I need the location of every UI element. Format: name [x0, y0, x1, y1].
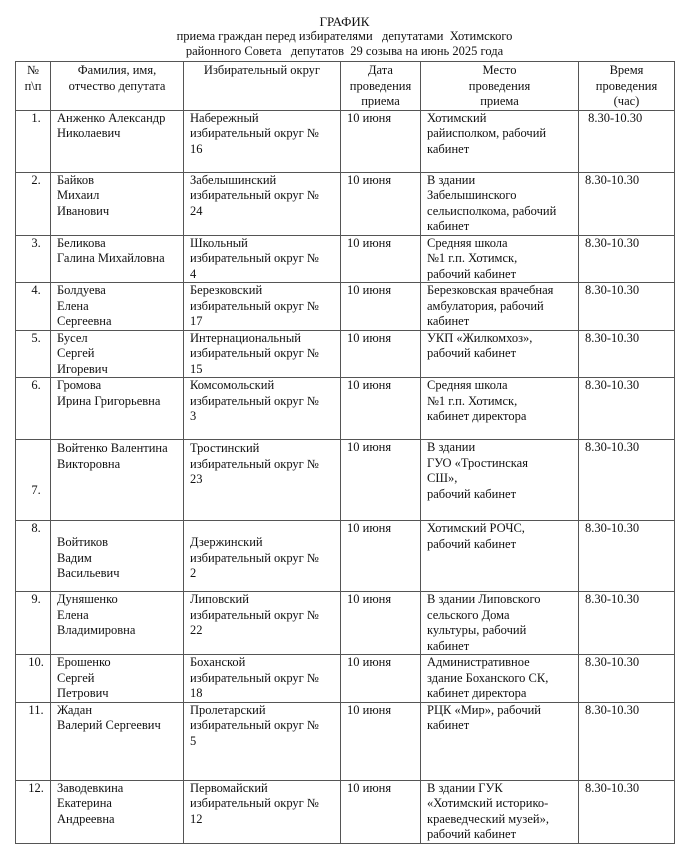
reception-date: 10 июня — [341, 330, 421, 378]
deputy-name: Анженко Александр Николаевич — [51, 110, 184, 172]
table-row — [16, 330, 675, 378]
reception-time: 8.30-10.30 — [579, 110, 675, 172]
reception-place: Средняя школа №1 г.п. Хотимск, рабочий кабинет — [421, 235, 579, 283]
table-row — [16, 378, 675, 440]
reception-time: 8.30-10.30 — [579, 330, 675, 378]
reception-place: В здании Липовского сельского Дома культуры, рабочий кабинет — [421, 592, 579, 655]
row-number: 6. — [16, 378, 51, 440]
column-header-time: Время проведения (час) — [579, 62, 675, 111]
table-row — [16, 110, 675, 172]
electoral-district: Боханской избирательный округ № 18 — [184, 655, 341, 703]
reception-date: 10 июня — [341, 235, 421, 283]
electoral-district: Комсомольский избирательный округ № 3 — [184, 378, 341, 440]
deputy-name: Жадан Валерий Сергеевич — [51, 702, 184, 780]
deputy-name: Бусел Сергей Игоревич — [51, 330, 184, 378]
electoral-district: Дзержинский избирательный округ № 2 — [184, 521, 341, 592]
electoral-district: Забелышинский избирательный округ № 24 — [184, 172, 341, 235]
reception-time: 8.30-10.30 — [579, 283, 675, 331]
deputy-name: Войтиков Вадим Васильевич — [51, 521, 184, 592]
row-number: 9. — [16, 592, 51, 655]
reception-date: 10 июня — [341, 592, 421, 655]
row-number: 1. — [16, 110, 51, 172]
reception-time: 8.30-10.30 — [579, 235, 675, 283]
deputy-name: Беликова Галина Михайловна — [51, 235, 184, 283]
row-number: 4. — [16, 283, 51, 331]
reception-place: В здании ГУК «Хотимский историко- краеведческий музей», рабочий кабинет — [421, 780, 579, 843]
electoral-district: Первомайский избирательный округ № 12 — [184, 780, 341, 843]
reception-time: 8.30-10.30 — [579, 440, 675, 521]
row-number: 10. — [16, 655, 51, 703]
document-subtitle-line2: районного Совета депутатов 29 созыва на июнь 2025 года — [185, 44, 504, 58]
reception-time: 8.30-10.30 — [579, 521, 675, 592]
document-title: ГРАФИК — [319, 14, 370, 29]
reception-place: В здании Забелышинского сельисполкома, рабочий кабинет — [421, 172, 579, 235]
deputy-name: Дуняшенко Елена Владимировна — [51, 592, 184, 655]
reception-date: 10 июня — [341, 780, 421, 843]
document-subtitle-line1: приема граждан перед избирателями депутатами Хотимского — [176, 29, 513, 43]
column-header-district: Избирательный округ — [184, 62, 341, 111]
table-row — [16, 235, 675, 283]
reception-place: Березковская врачебная амбулатория, рабочий кабинет — [421, 283, 579, 331]
column-header-date: Дата проведения приема — [341, 62, 421, 111]
reception-date: 10 июня — [341, 521, 421, 592]
table-row — [16, 172, 675, 235]
reception-place: Хотимский РОЧС, рабочий кабинет — [421, 521, 579, 592]
reception-time: 8.30-10.30 — [579, 780, 675, 843]
table-row — [16, 283, 675, 331]
deputy-name: Громова Ирина Григорьевна — [51, 378, 184, 440]
electoral-district: Школьный избирательный округ № 4 — [184, 235, 341, 283]
reception-place: Хотимский райисполком, рабочий кабинет — [421, 110, 579, 172]
row-number: 8. — [16, 521, 51, 592]
reception-date: 10 июня — [341, 440, 421, 521]
reception-time: 8.30-10.30 — [579, 378, 675, 440]
deputy-name: Болдуева Елена Сергеевна — [51, 283, 184, 331]
reception-schedule-table — [15, 61, 675, 844]
row-number: 11. — [16, 702, 51, 780]
reception-date: 10 июня — [341, 655, 421, 703]
electoral-district: Пролетарский избирательный округ № 5 — [184, 702, 341, 780]
electoral-district: Липовский избирательный округ № 22 — [184, 592, 341, 655]
deputy-name: Войтенко Валентина Викторовна — [51, 440, 184, 521]
table-row — [16, 702, 675, 780]
table-row — [16, 521, 675, 592]
deputy-name: Ерошенко Сергей Петрович — [51, 655, 184, 703]
reception-date: 10 июня — [341, 378, 421, 440]
reception-time: 8.30-10.30 — [579, 172, 675, 235]
document-header — [0, 14, 689, 59]
column-header-place: Место проведения приема — [421, 62, 579, 111]
reception-place: РЦК «Мир», рабочий кабинет — [421, 702, 579, 780]
reception-time: 8.30-10.30 — [579, 655, 675, 703]
electoral-district: Набережный избирательный округ № 16 — [184, 110, 341, 172]
table-row — [16, 655, 675, 703]
table-row — [16, 592, 675, 655]
reception-date: 10 июня — [341, 172, 421, 235]
electoral-district: Березковский избирательный округ № 17 — [184, 283, 341, 331]
reception-time: 8.30-10.30 — [579, 702, 675, 780]
electoral-district: Тростинский избирательный округ № 23 — [184, 440, 341, 521]
reception-date: 10 июня — [341, 283, 421, 331]
reception-place: Административное здание Боханского СК, кабинет директора — [421, 655, 579, 703]
row-number: 12. — [16, 780, 51, 843]
electoral-district: Интернациональный избирательный округ № 15 — [184, 330, 341, 378]
reception-time: 8.30-10.30 — [579, 592, 675, 655]
row-number: 2. — [16, 172, 51, 235]
deputy-name: Байков Михаил Иванович — [51, 172, 184, 235]
column-header-number: № п\п — [16, 62, 51, 111]
column-header-deputy-name: Фамилия, имя, отчество депутата — [51, 62, 184, 111]
row-number: 3. — [16, 235, 51, 283]
reception-date: 10 июня — [341, 110, 421, 172]
reception-place: В здании ГУО «Тростинская СШ», рабочий кабинет — [421, 440, 579, 521]
reception-date: 10 июня — [341, 702, 421, 780]
row-number: 7. — [16, 440, 51, 521]
deputy-name: Заводевкина Екатерина Андреевна — [51, 780, 184, 843]
table-row — [16, 440, 675, 521]
reception-place: УКП «Жилкомхоз», рабочий кабинет — [421, 330, 579, 378]
row-number: 5. — [16, 330, 51, 378]
reception-place: Средняя школа №1 г.п. Хотимск, кабинет директора — [421, 378, 579, 440]
table-header-row — [16, 62, 675, 111]
